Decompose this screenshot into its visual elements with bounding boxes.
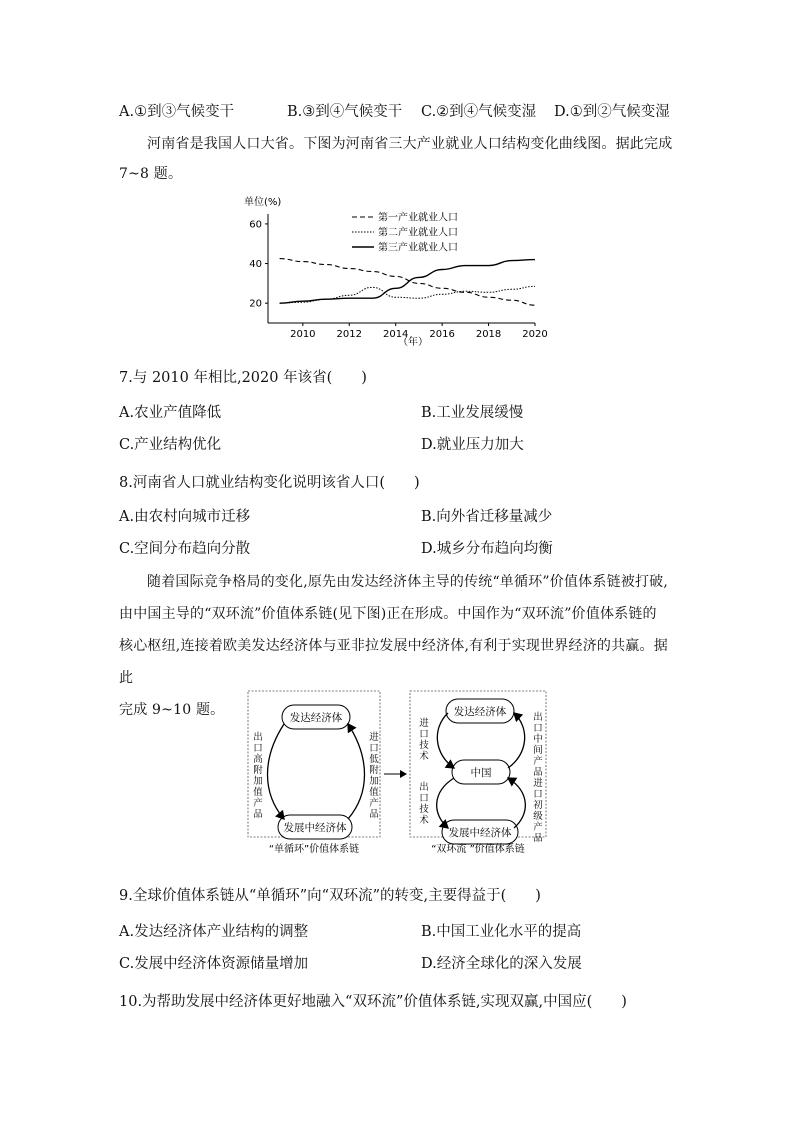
q7-option-b: B.工业发展缓慢 (421, 405, 524, 421)
q8-stem: 8.河南省人口就业结构变化说明该省人口( ) (119, 475, 420, 491)
intro-7-8-line-2: 7~8 题。 (119, 166, 183, 182)
q9-option-a: A.发达经济体产业结构的调整 (119, 924, 309, 940)
q7-option-a: A.农业产值降低 (119, 405, 222, 421)
chart-series (280, 259, 535, 306)
employment-structure-chart (240, 192, 560, 352)
q6-option-a: A.①到③气候变干 (119, 104, 235, 120)
legend-label: 第三产业就业人口 (378, 242, 458, 254)
intro-7-8-line-1: 河南省是我国人口大省。下图为河南省三大产业就业人口结构变化曲线图。据此完成 (147, 136, 673, 152)
import-primary-label: 进口初级产品 (533, 778, 543, 844)
intro-9-10-line-3: 核心枢纽,连接着欧美发达经济体与亚非拉发展中经济体,有利于实现世界经济的共赢。据此 (119, 638, 668, 686)
y-tick-label: 20 (249, 298, 262, 310)
developed-economy-label: 发达经济体 (289, 712, 343, 724)
intro-9-10-line-4: 完成 9~10 题。 (119, 702, 225, 718)
export-high-value-label: 出口高附加值产品 (253, 732, 263, 820)
q7-option-c: C.产业结构优化 (119, 437, 222, 453)
series-line-3 (280, 260, 535, 304)
x-axis-label: （年） (398, 337, 428, 348)
x-tick-label: 2014 (382, 329, 409, 340)
intro-9-10-line-1: 随着国际竞争格局的变化,原先由发达经济体主导的传统“单循环”价值体系链被打破, (147, 574, 669, 590)
developed-economy-label-2: 发达经济体 (453, 706, 507, 718)
import-low-value-label: 进口低附加值产品 (369, 732, 379, 820)
x-tick-label: 2018 (475, 329, 502, 340)
developing-economy-label: 发展中经济体 (283, 822, 347, 834)
x-tick-label: 2010 (290, 329, 316, 340)
q6-option-d: D.①到②气候变湿 (554, 104, 670, 120)
china-label: 中国 (470, 767, 492, 779)
legend-label: 第二产业就业人口 (378, 227, 458, 239)
export-tech-label: 出口技术 (419, 782, 429, 826)
dual-cycle-caption: “双环流 ”价值体系链 (431, 844, 525, 855)
developing-economy-label-2: 发展中经济体 (448, 827, 512, 839)
x-tick-label: 2016 (429, 329, 455, 340)
series-line-2 (280, 286, 535, 303)
q6-option-b: B.③到④气候变干 (287, 104, 403, 120)
q8-option-b: B.向外省迁移量减少 (421, 509, 553, 525)
intro-7-8 (119, 128, 679, 190)
q7-stem: 7.与 2010 年相比,2020 年该省( ) (119, 370, 367, 386)
value-chain-diagram (244, 688, 554, 856)
x-tick-label: 2012 (336, 329, 362, 340)
q8-option-c: C.空间分布趋向分散 (119, 541, 251, 557)
export-arrow (268, 724, 285, 819)
q8-option-a: A.由农村向城市迁移 (119, 509, 251, 525)
intro-9-10-line-2: 由中国主导的“双环流”价值体系链(见下图)正在形成。中国作为“双环流”价值体系链的 (119, 606, 657, 622)
legend-label: 第一产业就业人口 (378, 212, 458, 224)
q6-option-c: C.②到④气候变湿 (421, 104, 537, 120)
export-intermediate-label: 出口中间产品 (533, 712, 543, 778)
q9-option-b: B.中国工业化水平的提高 (421, 924, 582, 940)
q7-option-d: D.就业压力加大 (421, 437, 524, 453)
q9-option-d: D.经济全球化的深入发展 (421, 956, 582, 972)
q8-option-d: D.城乡分布趋向均衡 (421, 541, 553, 557)
import-arrow (348, 724, 365, 819)
q9-stem: 9.全球价值体系链从“单循环”向“双环流”的转变,主要得益于( ) (119, 888, 541, 904)
chart-legend (352, 211, 458, 254)
q10-stem: 10.为帮助发展中经济体更好地融入“双环流”价值体系链,实现双赢,中国应( ) (119, 994, 627, 1010)
import-tech-label: 进口技术 (419, 718, 429, 762)
y-axis-label: 单位(%) (244, 197, 282, 208)
export-intermediate-arrow (508, 713, 525, 768)
y-tick-label: 40 (249, 259, 262, 271)
q9-option-c: C.发展中经济体资源储量增加 (119, 956, 309, 972)
y-ticks (249, 219, 268, 309)
x-tick-label: 2020 (522, 329, 548, 340)
single-cycle-caption: “单循环”价值体系链 (268, 844, 360, 855)
y-tick-label: 60 (249, 219, 262, 231)
